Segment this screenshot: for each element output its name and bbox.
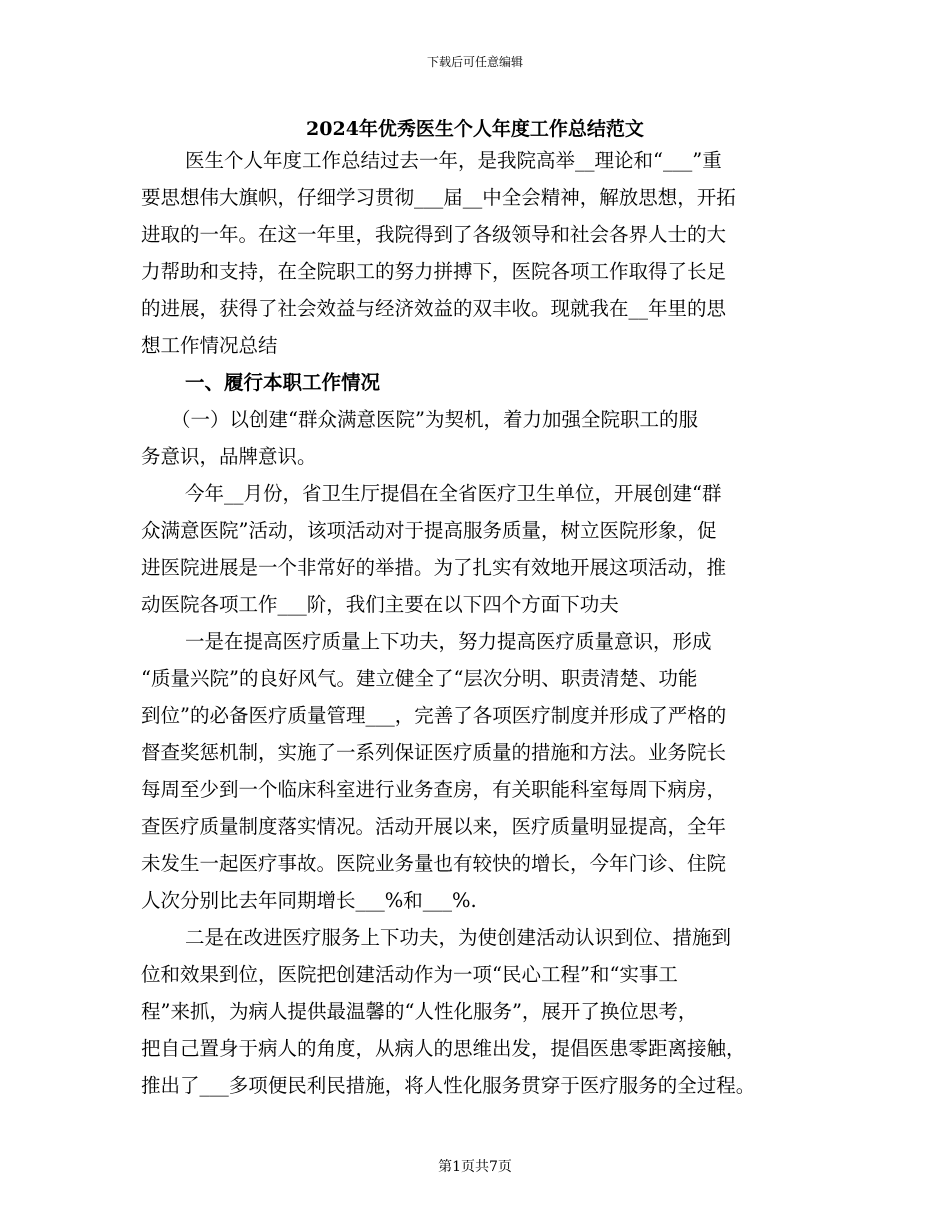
body-line: （一）以创建“群众满意医院”为契机，着力加强全院职工的服 (171, 408, 698, 431)
body-line: 人次分别比去年同期增长___%和___%. (141, 889, 477, 912)
body-line: 动医院各项工作___阶，我们主要在以下四个方面下功夫 (141, 593, 619, 616)
section-heading: 一、履行本职工作情况 (185, 371, 381, 394)
body-line: “质量兴院”的良好风气。建立健全了“层次分明、职责清楚、功能 (141, 667, 698, 690)
document-title: 2024年优秀医生个人年度工作总结范文 (306, 118, 644, 140)
body-line: 医生个人年度工作总结过去一年，是我院高举__理论和“___”重 (185, 149, 722, 172)
body-line: 想工作情况总结 (141, 334, 278, 357)
body-line: 把自己置身于病人的角度，从病人的思维出发，提倡医患零距离接触， (141, 1037, 746, 1060)
body-line: 查医疗质量制度落实情况。活动开展以来，医疗质量明显提高，全年 (141, 815, 727, 838)
body-line: 未发生一起医疗事故。医院业务量也有较快的增长，今年门诊、住院 (141, 852, 727, 875)
body-line: 一是在提高医疗质量上下功夫，努力提高医疗质量意识，形成 (185, 630, 712, 653)
body-line: 每周至少到一个临床科室进行业务查房，有关职能科室每周下病房， (141, 778, 727, 801)
body-line: 程”来抓，为病人提供最温馨的“人性化服务”，展开了换位思考， (141, 1000, 698, 1023)
body-line: 进医院进展是一个非常好的举措。为了扎实有效地开展这项活动，推 (141, 556, 727, 579)
body-line: 众满意医院”活动，该项活动对于提高服务质量，树立医院形象，促 (141, 519, 717, 542)
body-line: 要思想伟大旗帜，仔细学习贯彻___届__中全会精神，解放思想，开拓 (141, 186, 736, 209)
body-line: 务意识，品牌意识。 (141, 445, 317, 468)
body-line: 力帮助和支持，在全院职工的努力拼搏下，医院各项工作取得了长足 (141, 260, 727, 283)
page-footer: 第1页共7页 (438, 1159, 512, 1175)
body-line: 的进展，获得了社会效益与经济效益的双丰收。现就我在__年里的思 (141, 297, 727, 320)
body-line: 二是在改进医疗服务上下功夫，为使创建活动认识到位、措施到 (185, 926, 732, 949)
body-line: 进取的一年。在这一年里，我院得到了各级领导和社会各界人士的大 (141, 223, 727, 246)
body-line: 到位”的必备医疗质量管理___，完善了各项医疗制度并形成了严格的 (141, 704, 727, 727)
body-line: 督查奖惩机制，实施了一系列保证医疗质量的措施和方法。业务院长 (141, 741, 727, 764)
body-line: 推出了___多项便民利民措施，将人性化服务贯穿于医疗服务的全过程。 (141, 1074, 756, 1097)
page-header: 下载后可任意编辑 (426, 55, 523, 69)
body-line: 位和效果到位，医院把创建活动作为一项“民心工程”和“实事工 (141, 963, 678, 986)
body-line: 今年__月份，省卫生厅提倡在全省医疗卫生单位，开展创建“群 (185, 482, 722, 505)
